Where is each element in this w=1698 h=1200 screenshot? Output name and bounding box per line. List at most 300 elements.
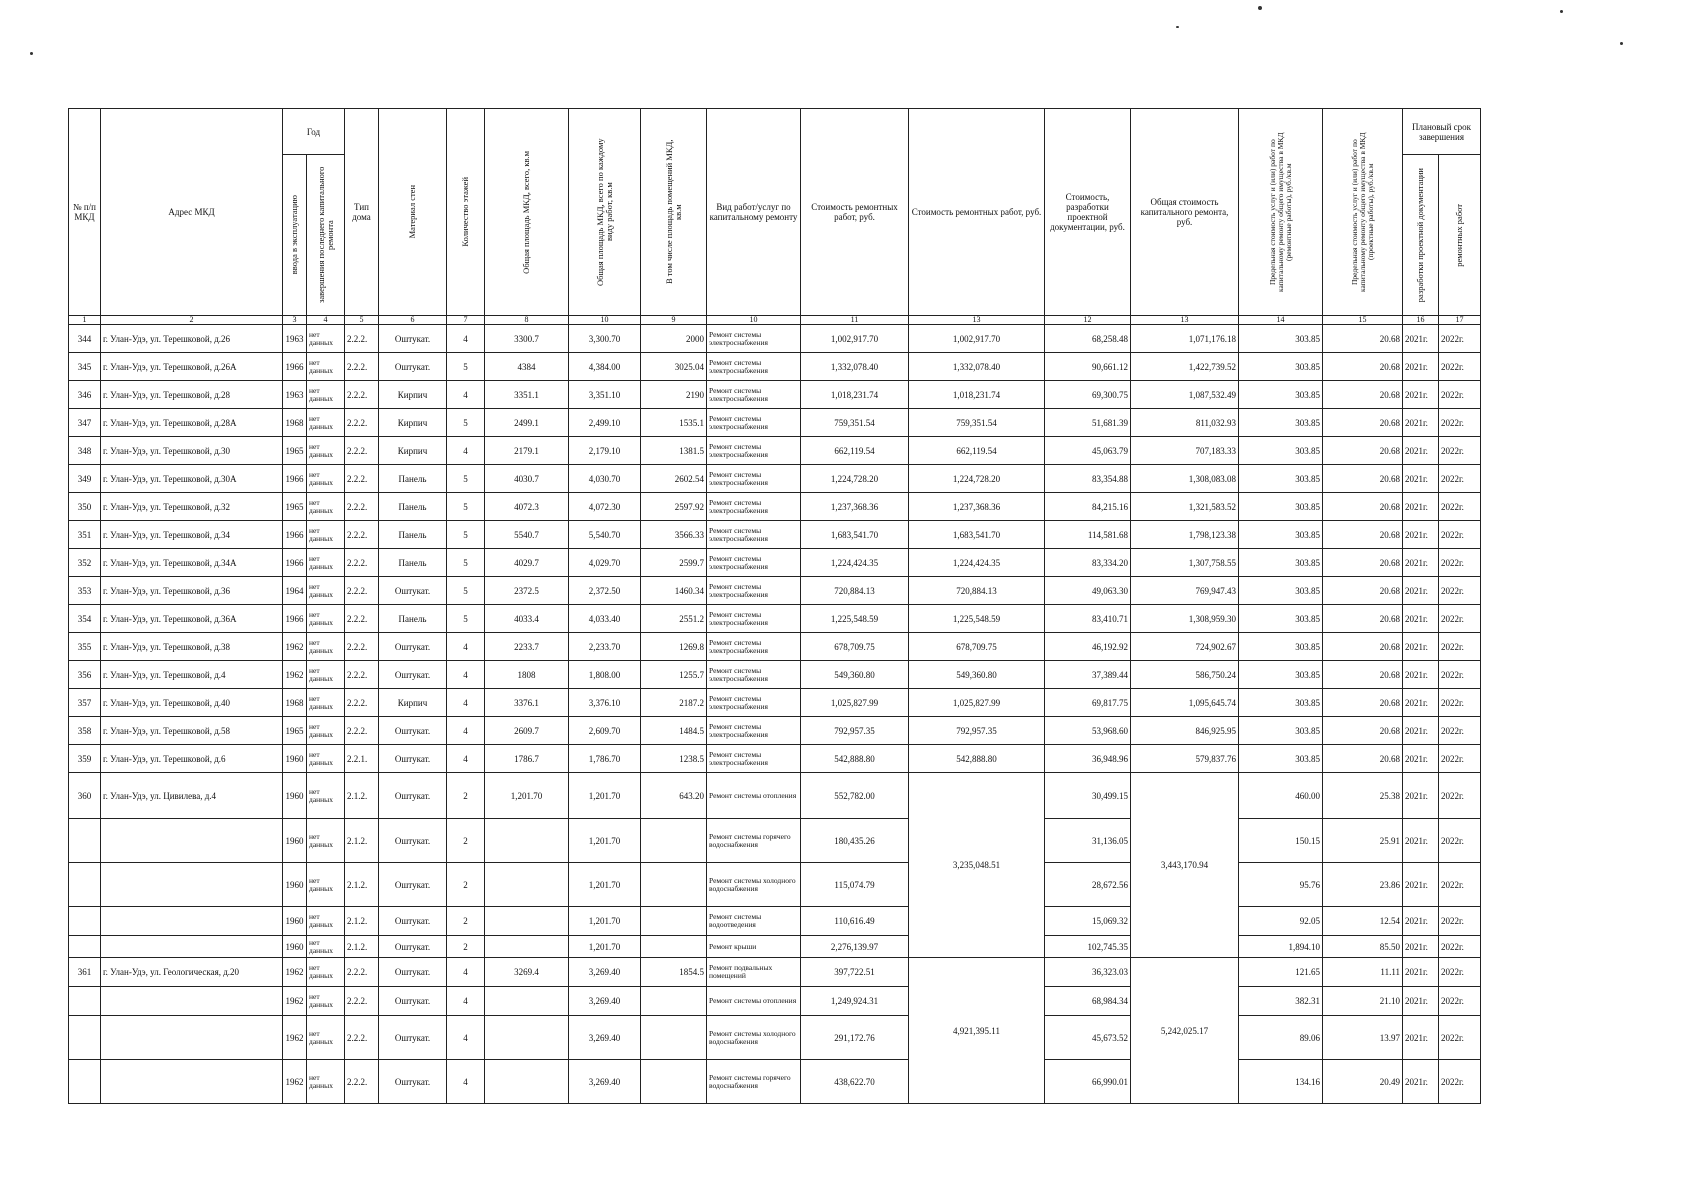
commission-year: 1965: [283, 717, 307, 745]
house-type: 2.2.2.: [345, 717, 379, 745]
floors: 4: [447, 661, 485, 689]
limit-repair: 121.65: [1239, 958, 1323, 987]
design-cost: 68,258.48: [1045, 325, 1131, 353]
total-cost: 1,308,959.30: [1131, 605, 1239, 633]
floors: 2: [447, 863, 485, 907]
floors: 5: [447, 465, 485, 493]
mkd-number: 355: [69, 633, 101, 661]
house-type: 2.2.2.: [345, 958, 379, 987]
limit-repair: 303.85: [1239, 577, 1323, 605]
total-cost: 1,308,083.08: [1131, 465, 1239, 493]
area-per-work: 1,201.70: [569, 907, 641, 936]
term-design: 2021г.: [1403, 493, 1439, 521]
commission-year: 1966: [283, 465, 307, 493]
column-number: 9: [641, 316, 707, 325]
limit-design: 23.86: [1323, 863, 1403, 907]
design-cost: 45,063.79: [1045, 437, 1131, 465]
table-row: [69, 605, 1481, 633]
limit-repair: 303.85: [1239, 325, 1323, 353]
table-row: [69, 493, 1481, 521]
column-number: 13: [1131, 316, 1239, 325]
limit-repair: 303.85: [1239, 549, 1323, 577]
column-number: 17: [1439, 316, 1481, 325]
repair-cost: 1,018,231.74: [801, 381, 909, 409]
repair-cost: 1,332,078.40: [801, 353, 909, 381]
header-house-type: Тип дома: [345, 109, 379, 316]
premises-area: 1535.1: [641, 409, 707, 437]
term-repair: 2022г.: [1439, 381, 1481, 409]
wall-material: Оштукат.: [379, 773, 447, 819]
address: [101, 819, 283, 863]
term-design: 2021г.: [1403, 353, 1439, 381]
term-design: 2021г.: [1403, 437, 1439, 465]
total-area: 2179.1: [485, 437, 569, 465]
limit-repair: 303.85: [1239, 381, 1323, 409]
wall-material: Оштукат.: [379, 819, 447, 863]
commission-year: 1960: [283, 773, 307, 819]
capital-repair-table: [68, 108, 1481, 1104]
commission-year: 1966: [283, 353, 307, 381]
scan-speck: [30, 52, 33, 55]
area-per-work: 3,269.40: [569, 958, 641, 987]
house-type: 2.1.2.: [345, 907, 379, 936]
design-cost: 66,990.01: [1045, 1060, 1131, 1104]
commission-year: 1966: [283, 549, 307, 577]
table-row: [69, 819, 1481, 863]
total-cost: 1,307,758.55: [1131, 549, 1239, 577]
term-repair: 2022г.: [1439, 689, 1481, 717]
term-design: 2021г.: [1403, 1060, 1439, 1104]
address: г. Улан-Удэ, ул. Терешковой, д.36: [101, 577, 283, 605]
term-repair: 2022г.: [1439, 605, 1481, 633]
area-per-work: 1,201.70: [569, 936, 641, 958]
limit-repair: 303.85: [1239, 465, 1323, 493]
term-repair: 2022г.: [1439, 409, 1481, 437]
header-repair-cost: Стоимость ремонтных работ, руб.: [801, 109, 909, 316]
floors: 4: [447, 745, 485, 773]
last-repair-year: нет данных: [307, 493, 345, 521]
floors: 5: [447, 409, 485, 437]
term-design: 2021г.: [1403, 1016, 1439, 1060]
work-type: Ремонт системы электроснабжения: [707, 493, 801, 521]
wall-material: Оштукат.: [379, 577, 447, 605]
address: [101, 1016, 283, 1060]
term-repair: 2022г.: [1439, 549, 1481, 577]
premises-area: 2599.7: [641, 549, 707, 577]
total-cost: 1,321,583.52: [1131, 493, 1239, 521]
premises-area: 1381.5: [641, 437, 707, 465]
design-cost: 53,968.60: [1045, 717, 1131, 745]
design-cost: 83,354.88: [1045, 465, 1131, 493]
design-cost: 30,499.15: [1045, 773, 1131, 819]
last-repair-year: нет данных: [307, 745, 345, 773]
repair-cost: 720,884.13: [801, 577, 909, 605]
area-per-work: 3,269.40: [569, 1016, 641, 1060]
repair-cost-total: 1,332,078.40: [909, 353, 1045, 381]
table-row: [69, 745, 1481, 773]
total-area: [485, 987, 569, 1016]
repair-cost: 291,172.76: [801, 1016, 909, 1060]
area-per-work: 4,384.00: [569, 353, 641, 381]
mkd-number: 350: [69, 493, 101, 521]
table-row: [69, 325, 1481, 353]
design-cost: 37,389.44: [1045, 661, 1131, 689]
column-number: 7: [447, 316, 485, 325]
address: г. Улан-Удэ, ул. Терешковой, д.38: [101, 633, 283, 661]
mkd-number: 353: [69, 577, 101, 605]
area-per-work: 5,540.70: [569, 521, 641, 549]
limit-repair: 134.16: [1239, 1060, 1323, 1104]
work-type: Ремонт подвальных помещений: [707, 958, 801, 987]
repair-cost: 1,224,728.20: [801, 465, 909, 493]
premises-area: 1460.34: [641, 577, 707, 605]
column-number: 11: [801, 316, 909, 325]
limit-repair: 303.85: [1239, 353, 1323, 381]
limit-design: 20.68: [1323, 409, 1403, 437]
last-repair-year: нет данных: [307, 717, 345, 745]
total-area: [485, 1016, 569, 1060]
total-cost: 769,947.43: [1131, 577, 1239, 605]
work-type: Ремонт системы горячего водоснабжения: [707, 819, 801, 863]
work-type: Ремонт системы электроснабжения: [707, 577, 801, 605]
area-per-work: 1,201.70: [569, 863, 641, 907]
wall-material: Панель: [379, 465, 447, 493]
total-area: 3300.7: [485, 325, 569, 353]
repair-cost-total: 678,709.75: [909, 633, 1045, 661]
address: г. Улан-Удэ, ул. Терешковой, д.36А: [101, 605, 283, 633]
floors: 4: [447, 381, 485, 409]
limit-design: 20.68: [1323, 325, 1403, 353]
repair-cost: 110,616.49: [801, 907, 909, 936]
house-type: 2.2.1.: [345, 745, 379, 773]
mkd-number: 354: [69, 605, 101, 633]
area-per-work: 1,786.70: [569, 745, 641, 773]
repair-cost-total: 542,888.80: [909, 745, 1045, 773]
column-number: 16: [1403, 316, 1439, 325]
premises-area: [641, 863, 707, 907]
scan-speck: [1620, 42, 1623, 45]
last-repair-year: нет данных: [307, 1016, 345, 1060]
wall-material: Оштукат.: [379, 987, 447, 1016]
wall-material: Оштукат.: [379, 936, 447, 958]
total-area: 3376.1: [485, 689, 569, 717]
total-area: 2233.7: [485, 633, 569, 661]
limit-design: 20.68: [1323, 717, 1403, 745]
term-design: 2021г.: [1403, 717, 1439, 745]
area-per-work: 2,179.10: [569, 437, 641, 465]
total-cost: 846,925.95: [1131, 717, 1239, 745]
header-work-type: Вид работ/услуг по капитальному ремонту: [707, 109, 801, 316]
last-repair-year: нет данных: [307, 409, 345, 437]
floors: 4: [447, 437, 485, 465]
term-repair: 2022г.: [1439, 1016, 1481, 1060]
commission-year: 1963: [283, 381, 307, 409]
work-type: Ремонт системы холодного водоснабжения: [707, 1016, 801, 1060]
floors: 4: [447, 633, 485, 661]
total-cost: 724,902.67: [1131, 633, 1239, 661]
column-number-row: [69, 316, 1481, 325]
table-row: [69, 465, 1481, 493]
commission-year: 1962: [283, 1016, 307, 1060]
mkd-number: [69, 987, 101, 1016]
floors: 2: [447, 819, 485, 863]
floors: 2: [447, 907, 485, 936]
commission-year: 1962: [283, 633, 307, 661]
design-cost: 84,215.16: [1045, 493, 1131, 521]
repair-cost-total: 1,225,548.59: [909, 605, 1045, 633]
address: [101, 863, 283, 907]
repair-cost: 1,683,541.70: [801, 521, 909, 549]
repair-cost-total: 792,957.35: [909, 717, 1045, 745]
premises-area: [641, 1016, 707, 1060]
last-repair-year: нет данных: [307, 633, 345, 661]
work-type: Ремонт системы электроснабжения: [707, 605, 801, 633]
design-cost: 36,323.03: [1045, 958, 1131, 987]
mkd-number: 346: [69, 381, 101, 409]
total-area: 4072.3: [485, 493, 569, 521]
design-cost: 83,410.71: [1045, 605, 1131, 633]
wall-material: Оштукат.: [379, 353, 447, 381]
header-floors: Количество этажей: [447, 109, 485, 316]
commission-year: 1960: [283, 863, 307, 907]
premises-area: 3566.33: [641, 521, 707, 549]
work-type: Ремонт системы электроснабжения: [707, 325, 801, 353]
total-cost: 579,837.76: [1131, 745, 1239, 773]
limit-design: 21.10: [1323, 987, 1403, 1016]
premises-area: 2602.54: [641, 465, 707, 493]
header-total-area: Общая площадь МКД, всего, кв.м: [485, 109, 569, 316]
total-area: 4030.7: [485, 465, 569, 493]
mkd-number: 361: [69, 958, 101, 987]
address: [101, 907, 283, 936]
wall-material: Оштукат.: [379, 907, 447, 936]
address: г. Улан-Удэ, ул. Терешковой, д.28А: [101, 409, 283, 437]
premises-area: 2597.92: [641, 493, 707, 521]
limit-repair: 303.85: [1239, 521, 1323, 549]
total-area: 2609.7: [485, 717, 569, 745]
house-type: 2.1.2.: [345, 819, 379, 863]
floors: 4: [447, 987, 485, 1016]
work-type: Ремонт системы отопления: [707, 773, 801, 819]
area-per-work: 3,376.10: [569, 689, 641, 717]
limit-design: 20.68: [1323, 465, 1403, 493]
limit-repair: 382.31: [1239, 987, 1323, 1016]
term-design: 2021г.: [1403, 661, 1439, 689]
commission-year: 1960: [283, 936, 307, 958]
wall-material: Оштукат.: [379, 633, 447, 661]
repair-cost-total: 549,360.80: [909, 661, 1045, 689]
address: г. Улан-Удэ, ул. Геологическая, д.20: [101, 958, 283, 987]
total-cost: 1,071,176.18: [1131, 325, 1239, 353]
work-type: Ремонт крыши: [707, 936, 801, 958]
term-design: 2021г.: [1403, 773, 1439, 819]
limit-design: 20.68: [1323, 381, 1403, 409]
design-cost: 69,817.75: [1045, 689, 1131, 717]
repair-cost-total: 1,237,368.36: [909, 493, 1045, 521]
address: г. Улан-Удэ, ул. Терешковой, д.40: [101, 689, 283, 717]
repair-cost: 792,957.35: [801, 717, 909, 745]
term-design: 2021г.: [1403, 409, 1439, 437]
house-type: 2.2.2.: [345, 353, 379, 381]
term-repair: 2022г.: [1439, 493, 1481, 521]
floors: 2: [447, 936, 485, 958]
wall-material: Оштукат.: [379, 1016, 447, 1060]
column-number: 4: [307, 316, 345, 325]
mkd-number: [69, 1060, 101, 1104]
repair-cost: 438,622.70: [801, 1060, 909, 1104]
premises-area: 1854.5: [641, 958, 707, 987]
design-cost: 69,300.75: [1045, 381, 1131, 409]
mkd-number: 358: [69, 717, 101, 745]
floors: 5: [447, 577, 485, 605]
last-repair-year: нет данных: [307, 863, 345, 907]
total-area: [485, 936, 569, 958]
wall-material: Оштукат.: [379, 661, 447, 689]
address: г. Улан-Удэ, ул. Терешковой, д.30А: [101, 465, 283, 493]
house-type: 2.2.2.: [345, 661, 379, 689]
term-design: 2021г.: [1403, 745, 1439, 773]
address: г. Улан-Удэ, ул. Цивилева, д.4: [101, 773, 283, 819]
address: г. Улан-Удэ, ул. Терешковой, д.26А: [101, 353, 283, 381]
repair-cost: 549,360.80: [801, 661, 909, 689]
repair-cost: 678,709.75: [801, 633, 909, 661]
limit-design: 20.49: [1323, 1060, 1403, 1104]
floors: 4: [447, 325, 485, 353]
last-repair-year: нет данных: [307, 521, 345, 549]
last-repair-year: нет данных: [307, 325, 345, 353]
design-cost: 46,192.92: [1045, 633, 1131, 661]
column-number: 6: [379, 316, 447, 325]
table-row: [69, 437, 1481, 465]
table-row: [69, 521, 1481, 549]
commission-year: 1965: [283, 493, 307, 521]
address: г. Улан-Удэ, ул. Терешковой, д.34: [101, 521, 283, 549]
mkd-number: 345: [69, 353, 101, 381]
repair-cost-total: 3,235,048.51: [909, 773, 1045, 958]
total-area: [485, 907, 569, 936]
term-design: 2021г.: [1403, 549, 1439, 577]
wall-material: Панель: [379, 549, 447, 577]
house-type: 2.2.2.: [345, 689, 379, 717]
design-cost: 114,581.68: [1045, 521, 1131, 549]
commission-year: 1968: [283, 689, 307, 717]
term-repair: 2022г.: [1439, 819, 1481, 863]
limit-design: 20.68: [1323, 521, 1403, 549]
design-cost: 83,334.20: [1045, 549, 1131, 577]
term-design: 2021г.: [1403, 987, 1439, 1016]
last-repair-year: нет данных: [307, 465, 345, 493]
repair-cost: 542,888.80: [801, 745, 909, 773]
term-repair: 2022г.: [1439, 745, 1481, 773]
column-number: 10: [569, 316, 641, 325]
term-repair: 2022г.: [1439, 958, 1481, 987]
column-number: 12: [1045, 316, 1131, 325]
table-row: [69, 1016, 1481, 1060]
floors: 5: [447, 605, 485, 633]
column-number: 2: [101, 316, 283, 325]
house-type: 2.2.2.: [345, 633, 379, 661]
limit-repair: 89.06: [1239, 1016, 1323, 1060]
term-design: 2021г.: [1403, 521, 1439, 549]
limit-design: 20.68: [1323, 633, 1403, 661]
header-term-repair: ремонтных работ: [1439, 155, 1481, 316]
term-design: 2021г.: [1403, 577, 1439, 605]
total-area: 4033.4: [485, 605, 569, 633]
table-row: [69, 353, 1481, 381]
total-cost: 1,422,739.52: [1131, 353, 1239, 381]
mkd-number: 357: [69, 689, 101, 717]
table-row: [69, 661, 1481, 689]
commission-year: 1962: [283, 661, 307, 689]
last-repair-year: нет данных: [307, 549, 345, 577]
term-repair: 2022г.: [1439, 353, 1481, 381]
term-design: 2021г.: [1403, 936, 1439, 958]
address: г. Улан-Удэ, ул. Терешковой, д.58: [101, 717, 283, 745]
repair-cost: 1,225,548.59: [801, 605, 909, 633]
floors: 5: [447, 549, 485, 577]
premises-area: 2000: [641, 325, 707, 353]
area-per-work: 3,300.70: [569, 325, 641, 353]
term-repair: 2022г.: [1439, 465, 1481, 493]
last-repair-year: нет данных: [307, 381, 345, 409]
repair-cost: 180,435.26: [801, 819, 909, 863]
commission-year: 1968: [283, 409, 307, 437]
house-type: 2.2.2.: [345, 325, 379, 353]
limit-design: 20.68: [1323, 549, 1403, 577]
house-type: 2.1.2.: [345, 773, 379, 819]
term-design: 2021г.: [1403, 689, 1439, 717]
term-design: 2021г.: [1403, 465, 1439, 493]
repair-cost-total: 1,002,917.70: [909, 325, 1045, 353]
header-commission-year: ввода в эксплуатацию: [283, 155, 307, 316]
limit-design: 20.68: [1323, 493, 1403, 521]
term-design: 2021г.: [1403, 907, 1439, 936]
limit-repair: 303.85: [1239, 689, 1323, 717]
house-type: 2.2.2.: [345, 549, 379, 577]
area-per-work: 4,029.70: [569, 549, 641, 577]
floors: 5: [447, 521, 485, 549]
design-cost: 49,063.30: [1045, 577, 1131, 605]
mkd-number: 356: [69, 661, 101, 689]
table-row: [69, 689, 1481, 717]
house-type: 2.2.2.: [345, 1016, 379, 1060]
mkd-number: [69, 1016, 101, 1060]
commission-year: 1962: [283, 1060, 307, 1104]
limit-repair: 303.85: [1239, 633, 1323, 661]
limit-repair: 303.85: [1239, 437, 1323, 465]
repair-cost: 1,025,827.99: [801, 689, 909, 717]
column-number: 15: [1323, 316, 1403, 325]
total-area: 1808: [485, 661, 569, 689]
scan-speck: [1560, 10, 1563, 13]
design-cost: 102,745.35: [1045, 936, 1131, 958]
wall-material: Оштукат.: [379, 717, 447, 745]
work-type: Ремонт системы электроснабжения: [707, 465, 801, 493]
header-mkd-number: № п/п МКД: [69, 109, 101, 316]
premises-area: 1484.5: [641, 717, 707, 745]
last-repair-year: нет данных: [307, 958, 345, 987]
floors: 5: [447, 493, 485, 521]
premises-area: [641, 936, 707, 958]
total-cost: 5,242,025.17: [1131, 958, 1239, 1104]
table-row: [69, 633, 1481, 661]
header-planned-term: Плановый срок завершения: [1403, 109, 1481, 155]
house-type: 2.1.2.: [345, 936, 379, 958]
header-total-cost: Общая стоимость капитального ремонта, руб.: [1131, 109, 1239, 316]
design-cost: 45,673.52: [1045, 1016, 1131, 1060]
total-area: 3351.1: [485, 381, 569, 409]
last-repair-year: нет данных: [307, 353, 345, 381]
